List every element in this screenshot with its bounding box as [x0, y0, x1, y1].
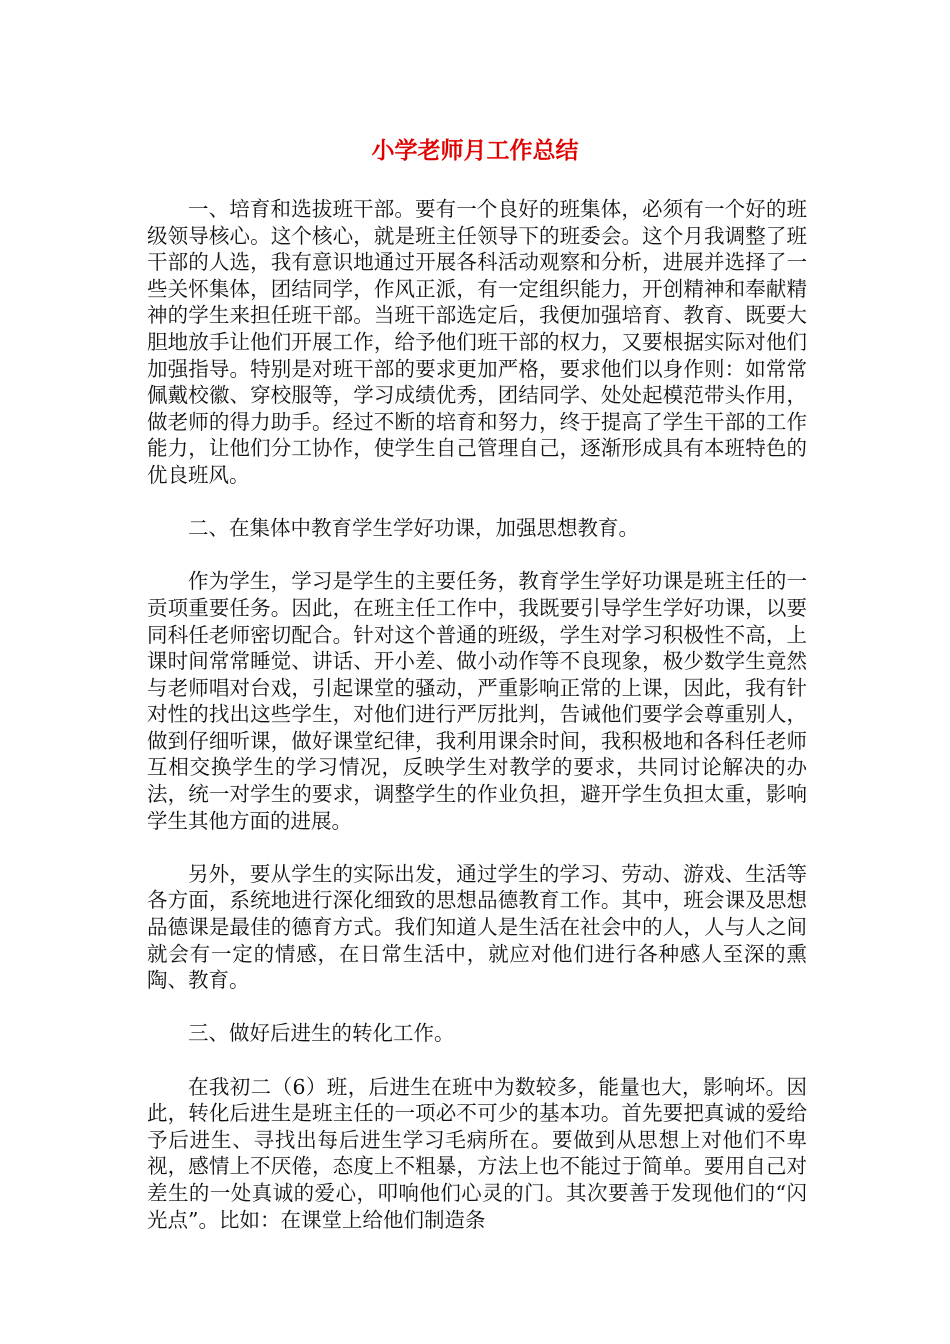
document-title: 小学老师月工作总结 [371, 138, 579, 164]
paragraph-class-cadres: 一、培育和选拔班干部。要有一个良好的班集体，必须有一个好的班级领导核心。这个核心，就是班主任领导下的班委会。这个月我调整了班干部的人选，我有意识地通过开展各科活动观察和分析，进展并选择了一些关怀集体，团结同学，作风正派，有一定组织能力，开创精神和奉献精神的学生来担任班干部。当班干部选定后，我便加强培育、教育、既要大胆地放手让他们开展工作，给予他们班干部的权力，又要根据实际对他们加强指导。特别是对班干部的要求更加严格，要求他们以身作则：如常常佩戴校徽、穿校服等，学习成绩优秀，团结同学、处处起模范带头作用，做老师的得力助手。经过不断的培育和努力，终于提高了学生干部的工作能力，让他们分工协作，使学生自己管理自己，逐渐形成具有本班特色的优良班风。 [147, 197, 807, 487]
paragraph-heading-two: 二、在集体中教育学生学好功课，加强思想教育。 [188, 516, 639, 541]
paragraph-study-tasks: 作为学生，学习是学生的主要任务，教育学生学好功课是班主任的一贡项重要任务。因此，在班主任工作中，我既要引导学生学好功课，以要同科任老师密切配合。针对这个普通的班级，学生对学习积极性不高，上课时间常常睡觉、讲话、开小差、做小动作等不良现象，极少数学生竟然与老师唱对台戏，引起课堂的骚动，严重影响正常的上课，因此，我有针对性的找出这些学生，对他们进行严厉批判，告诫他们要学会尊重别人，做到仔细听课，做好课堂纪律，我利用课余时间，我积极地和各科任老师互相交换学生的学习情况，反映学生对教学的要求，共同讨论解决的办法，统一对学生的要求，调整学生的作业负担，避开学生负担太重，影响学生其他方面的进展。 [147, 569, 807, 833]
paragraph-moral-education: 另外，要从学生的实际出发，通过学生的学习、劳动、游戏、生活等各方面，系统地进行深化细致的思想品德教育工作。其中，班会课及思想品德课是最佳的德育方式。我们知道人是生活在社会中的人，人与人之间就会有一定的情感，在日常生活中，就应对他们进行各种感人至深的熏陶、教育。 [147, 861, 807, 993]
paragraph-underachievers: 在我初二（6）班，后进生在班中为数较多，能量也大，影响坏。因此，转化后进生是班主任的一项必不可少的基本功。首先要把真诚的爱给予后进生、寻找出每后进生学习毛病所在。要做到从思想上对他们不卑视，感情上不厌倦，态度上不粗暴，方法上也不能过于简单。要用自己对差生的一处真诚的爱心，叩响他们心灵的门。其次要善于发现他们的“闪光点”。比如：在课堂上给他们制造条 [147, 1074, 807, 1232]
document-body [147, 196, 807, 1260]
paragraph-heading-three: 三、做好后进生的转化工作。 [188, 1021, 455, 1046]
